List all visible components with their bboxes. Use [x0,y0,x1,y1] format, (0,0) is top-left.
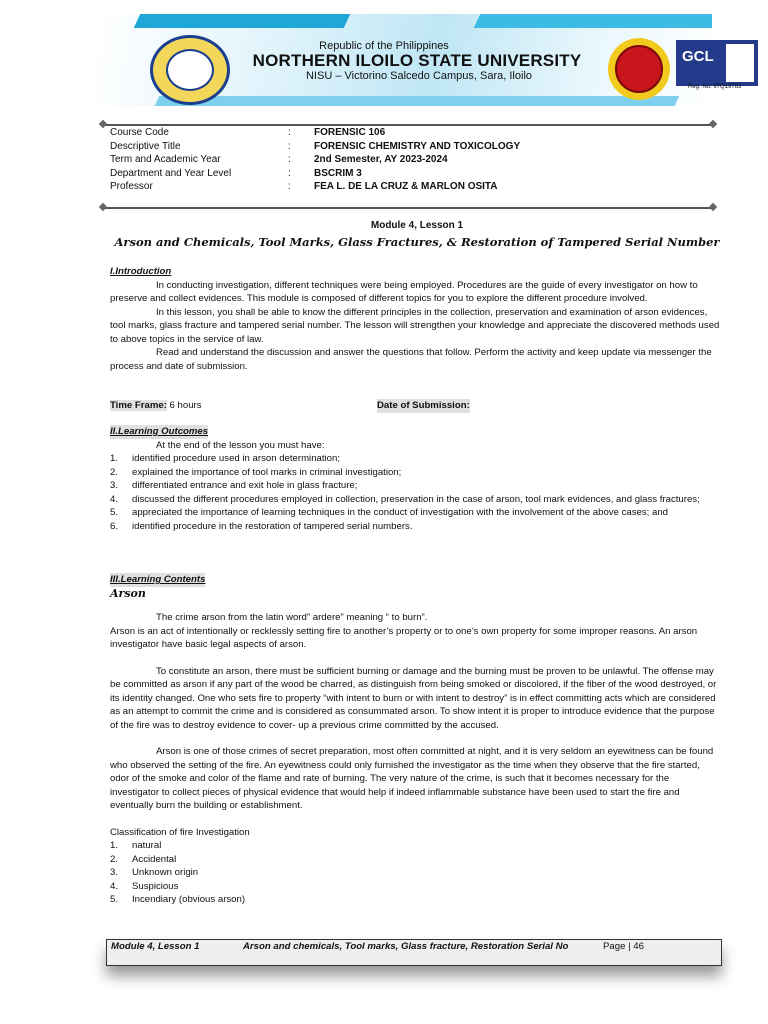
footer-lesson: Module 4, Lesson 1 [111,941,200,952]
list-item [110,880,720,894]
item-number: 1. [110,453,119,464]
info-row [110,167,520,181]
item-text: discussed the different procedures employed in collection, preservation in the case of arson, tool mark evidences, and glass fractures; [132,493,700,505]
info-separator: : [288,140,291,152]
info-value: FORENSIC 106 [314,127,386,138]
item-number: 5. [110,507,119,518]
module-heading: Module 4, Lesson 1 [370,220,464,231]
list-item [110,839,720,853]
item-number: 2. [110,466,119,478]
list-item [110,853,720,867]
list-item [110,893,720,907]
list-item [110,520,720,534]
submission-date-label: Date of Submission: [377,400,470,411]
item-number: 6. [110,520,119,532]
arson-topic-title: Arson [110,586,146,600]
intro-paragraph-2: In this lesson, you shall be able to know the different principles in the collection, preservation and examination of arson evidences, tool marks, glass fracture and tampered serial number. The lesson will strengthen your knowledge and appreciate the discovered methods used to above topics in the service of law. [110,306,720,345]
outcomes-intro: At the end of the lesson you must have: [156,439,325,451]
info-row [110,126,520,140]
item-number: 3. [110,867,119,878]
time-frame-label: Time Frame: [110,400,167,411]
constitute-arson-paragraph: To constitute an arson, there must be sufficient burning or damage and the burning must be proven to be unlawful. The offense may be committed as arson if any part of the wood be charred, as distinguish from being smoked or discolored, if the fiber of the wood destroyed, or its identity changed. One who sets fire to property “with intent to burn or with intent to destroy” is in effect committing acts which are considered as an attempt to commit the crime and is considered as consummated arson. To show intent it is proper to introduce evidence that the purpose of the fire was to destroy evidence to cover- up a previous crime committed by the accused. [110,665,717,731]
item-text: Unknown origin [132,867,199,878]
footer-topic: Arson and chemicals, Tool marks, Glass fracture, Restoration Serial No [243,941,569,952]
item-number: 5. [110,894,119,905]
lesson-title: Arson and Chemicals, Tool Marks, Glass Fractures, & Restoration of Tampered Serial Number [114,235,720,249]
time-frame-value: 6 hours [166,400,202,411]
introduction-section [110,265,720,373]
info-label: Course Code [110,127,169,138]
item-text: explained the importance of tool marks in criminal investigation; [132,466,402,478]
arson-definition-paragraph: Arson is an act of intentionally or recklessly setting fire to another’s property or to one’s own property for some improper reasons. An arson investigator have basic legal aspects of arson. [110,625,698,650]
info-value: FEA L. DE LA CRUZ & MARLON OSITA [314,181,498,192]
info-label: Descriptive Title [110,140,181,152]
item-text: differentiated entrance and exit hole in glass fracture; [132,480,358,491]
intro-paragraph-3: Read and understand the discussion and answer the questions that follow. Perform the activity and keep update via messenger the process and date of submission. [110,347,712,372]
list-item [110,866,720,880]
info-separator: : [288,181,291,192]
item-number: 2. [110,853,119,865]
item-number: 4. [110,880,119,892]
arson-definition-line: The crime arson from the latin word” ardere” meaning “ to burn”. [156,612,428,623]
info-row [110,180,520,194]
item-text: identified procedure used in arson determination; [132,453,340,464]
university-name: NORTHERN ILOILO STATE UNIVERSITY [252,51,582,70]
list-item [110,479,720,493]
registration-number: Reg. No. 97Q19783 [688,84,742,90]
info-row [110,153,520,167]
course-info-table [110,126,520,194]
item-text: Incendiary (obvious arson) [132,894,246,905]
item-number: 3. [110,480,119,491]
item-text: identified procedure in the restoration of tampered serial numbers. [132,520,413,532]
gcl-logo-text: GCL [682,48,714,65]
item-text: natural [132,840,162,851]
classification-list [110,839,720,907]
introduction-heading: I.Introduction [110,266,172,277]
info-label: Department and Year Level [110,167,232,179]
secret-preparation-paragraph: Arson is one of those crimes of secret preparation, most often committed at night, and it is very seldom an eyewitness can be found who observed the setting of the fire. An eyewitness could only furnished the investigator as the time when they observe that the fire started, odor of the smoke and color of the flame and rate of burning. The very nature of the crime, is such that it becomes necessary for the investigator to collect pieces of physical evidence that would help if indeed inflammable substance have been used to start the fire and eventually burn the building or establishment. [110,746,714,811]
info-separator: : [288,154,291,165]
info-value: 2nd Semester, AY 2023-2024 [314,154,448,165]
info-label: Term and Academic Year [110,154,221,165]
outcomes-heading: II.Learning Outcomes [110,426,209,437]
list-item [110,493,720,507]
time-frame-row [110,399,720,413]
item-number: 4. [110,493,119,505]
item-text: Suspicious [132,880,179,892]
republic-line: Republic of the Philippines [319,40,449,52]
info-row [110,140,520,154]
list-item [110,506,720,520]
info-value: FORENSIC CHEMISTRY AND TOXICOLOGY [314,140,521,152]
campus-line: NISU – Victorino Salcedo Campus, Sara, Iloilo [305,70,532,82]
bottom-divider [103,207,713,209]
page-footer [106,939,722,966]
list-item [110,452,720,466]
info-label: Professor [110,181,153,192]
info-separator: : [288,167,291,179]
outcomes-section [110,425,720,533]
classification-heading: Classification of fire Investigation [110,826,250,838]
outcomes-list [110,452,720,533]
page-number: Page | 46 [603,941,644,952]
item-text: appreciated the importance of learning techniques in the conduct of investigation with the involvement of the above cases; and [132,507,668,518]
contents-section [110,573,720,907]
item-number: 1. [110,840,119,851]
item-text: Accidental [132,853,177,865]
info-value: BSCRIM 3 [314,167,362,179]
intro-paragraph-1: In conducting investigation, different techniques were being employed. Procedures are the guide of every investigator on how to preserve and collect evidences. This module is composed of different topics for you to explore the different procedure involved. [110,279,698,304]
info-separator: : [288,127,291,138]
contents-heading: III.Learning Contents [110,574,206,585]
list-item [110,466,720,480]
